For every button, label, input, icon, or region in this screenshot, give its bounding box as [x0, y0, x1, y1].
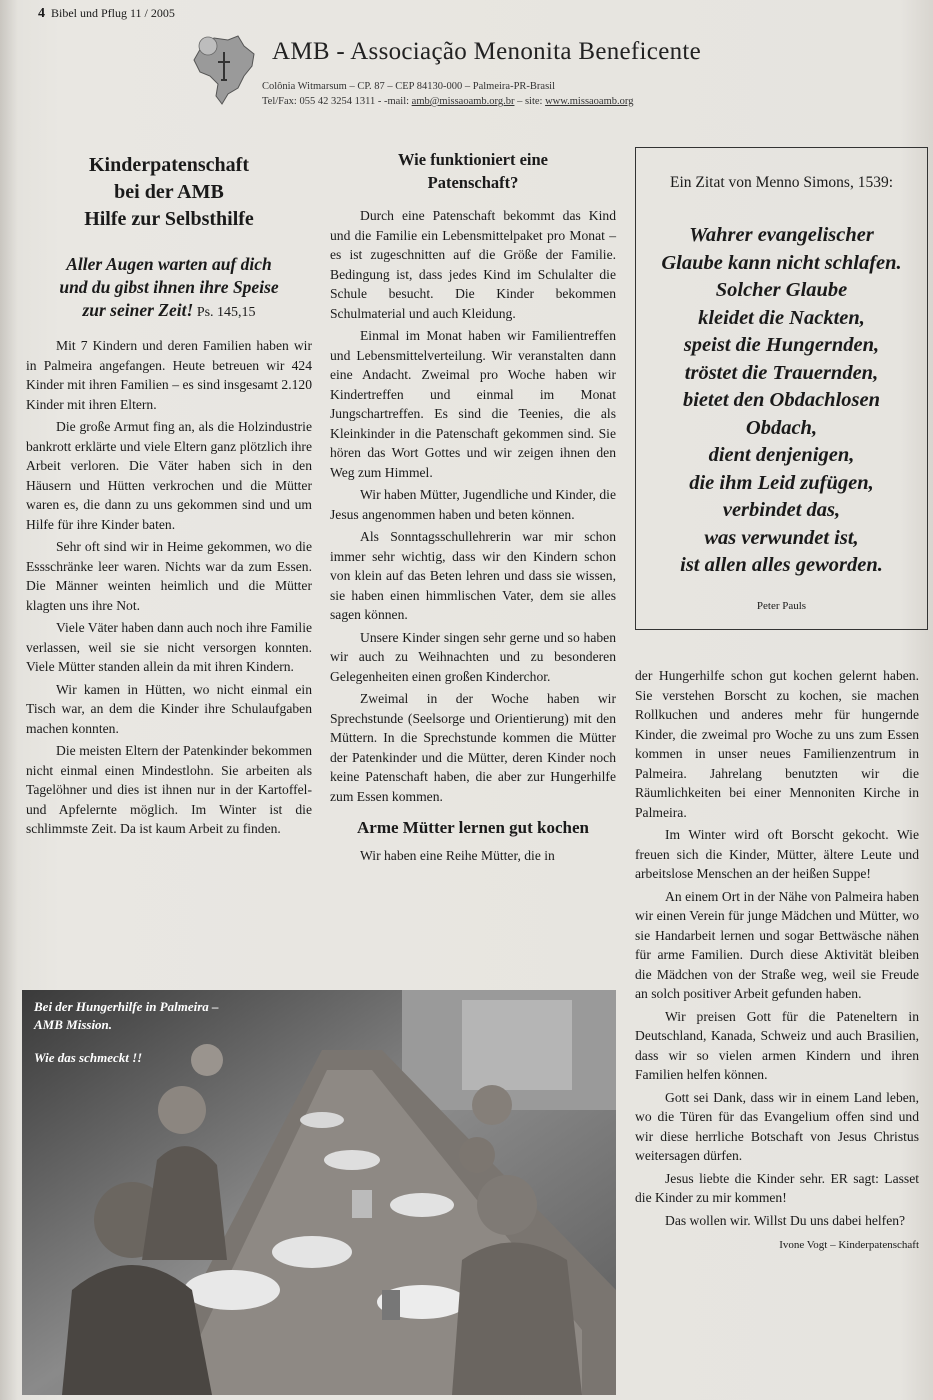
quote-line: Wahrer evangelischer [689, 224, 874, 246]
site-prefix: – site: [514, 96, 546, 107]
paragraph: Sehr oft sind wir in Heime gekommen, wo die Essschränke leer waren. Nichts war da zum Essen. Die Männer weinten heimlich und die Mütter klagten uns ihre Not. [26, 539, 312, 613]
article-column-3 [635, 666, 919, 1259]
paragraph: Jesus liebte die Kinder sehr. ER sagt: Lasset die Kinder zu mir kommen! [635, 1170, 919, 1205]
paragraph: Wir haben eine Reihe Mütter, die in [360, 848, 555, 863]
paragraph: Unsere Kinder singen sehr gerne und so haben wir auch zu Weihnachten und zu besonderen Gelegenheiten einen großen Kinderchor. [330, 629, 616, 684]
paragraph: An einem Ort in der Nähe von Palmeira haben wir einen Verein für junge Mädchen und Mütter, wo sie Handarbeit lernen und sogar Bettwäsche nähen für arme Familien. Durch diese Aktivität bleiben die Mädchen von der Straße weg, weil sie Freude an solch positiver Arbeit gefunden haben. [635, 888, 919, 1001]
article-lead-verse [26, 253, 312, 324]
running-head [38, 6, 175, 22]
article-title [26, 152, 312, 233]
quote-line: Solcher Glaube [715, 279, 848, 301]
photo-caption-secondary: Wie das schmeckt !! [34, 1050, 143, 1065]
quote-text [636, 222, 927, 580]
quote-line: bietet den Obdachlosen [682, 389, 880, 411]
quote-line: dient denjenigen, [708, 444, 855, 466]
paragraph: Im Winter wird oft Borscht gekocht. Wie freuen sich die Kinder, Mütter, ältere Leute und arbeitslose Menschen an der heißen Suppe! [635, 827, 919, 881]
quote-line: ist allen alles geworden. [680, 554, 883, 576]
paragraph: Das wollen wir. Willst Du uns dabei helfen? [665, 1212, 906, 1228]
heading-line: Wie funktioniert eine [397, 150, 549, 169]
paragraph: Gott sei Dank, dass wir in einem Land leben, wo die Türen für das Evangelium offen sind und wir diese herrliche Botschaft von Jesus Christus weitersagen dürfen. [635, 1089, 919, 1163]
quote-box [635, 147, 928, 630]
bible-reference: Ps. 145,15 [193, 305, 256, 320]
page-number: 4 [38, 6, 45, 21]
photo-caption [34, 998, 314, 1034]
paragraph: Viele Väter haben dann auch noch ihre Familie verlassen, weil sie sie nicht versorgen konnten. Viele Mütter standen allein da mit ihren Kindern. [26, 620, 312, 674]
quote-line: kleidet die Nackten, [698, 306, 865, 329]
quote-line: was verwundet ist, [704, 526, 859, 549]
quote-line: Glaube kann nicht schlafen. [661, 251, 902, 274]
email-link[interactable]: amb@missaoamb.org.br [411, 96, 515, 107]
paragraph: Wir kamen in Hütten, wo nicht einmal ein Tisch war, an dem die Kinder ihre Schulaufgaben machen konnten. [26, 681, 312, 736]
paragraph: Die meisten Eltern der Patenkinder bekommen nicht einmal einen Mindestlohn. Sie arbeiten als Tagelöhner und dies ist ihnen nur in der Kartoffel- und Apfelernte möglich. Im Winter ist die schlimmste Zeit. Da ist kaum Arbeit zu finden. [26, 743, 312, 836]
contact-phone: Tel/Fax: 055 42 3254 1311 - -mail: [262, 96, 412, 107]
paragraph: Wir preisen Gott für die Pateneltern in Deutschland, Kanada, Schweiz und auch Brasilien, dass wir so vielen armen Kindern und ihren Familien helfen können. [635, 1008, 919, 1082]
photo-children-eating [22, 990, 616, 1395]
article-column-2 [330, 148, 616, 869]
quote-line: verbindet das, [722, 499, 841, 521]
quote-line: speist die Hungernden, [683, 334, 880, 356]
organization-contact [262, 96, 633, 107]
quote-line: tröstet die Trauernden, [684, 361, 879, 384]
quote-author: Peter Pauls [756, 599, 807, 612]
quote-line: die ihm Leid zufügen, [689, 471, 874, 494]
article-column-1 [26, 152, 312, 842]
quote-line: Obdach, [745, 416, 818, 439]
author-signature: Ivone Vogt – Kinderpatenschaft [779, 1239, 919, 1251]
caption-line: Bei der Hungerhilfe in Palmeira – [34, 999, 219, 1014]
organization-address: Colônia Witmarsum – CP. 87 – CEP 84130-000 – Palmeira-PR-Brasil [262, 81, 555, 92]
paragraph: Einmal im Monat haben wir Familientreffen und Lebensmittelverteilung. Wir veranstalten dann eine Andacht. Zweimal pro Woche haben wir Kindertreffen und einmal im Monat Jungschartreffen. Es sind die Teenies, die als Kleinkinder in die Patenschaft gekommen sind. Sie hören das Wort Gottes und wir zeigen ihnen den Weg zum Himmel. [330, 328, 616, 480]
masthead [188, 30, 768, 110]
organization-name: AMB - Associação Menonita Beneficente [272, 38, 702, 65]
section-heading-kochen: Arme Mütter lernen gut kochen [357, 818, 589, 837]
article-title-line: Hilfe zur Selbsthilfe [84, 208, 254, 230]
paragraph: Wir haben Mütter, Jugendliche und Kinder, die Jesus angenommen haben und beten können. [330, 487, 616, 522]
article-title-line: bei der AMB [114, 181, 224, 203]
paragraph: der Hungerhilfe schon gut kochen gelernt haben. Sie verstehen Borscht zu kochen, sie machen Rollkuchen und anderes mehr für hungernde Kinder, die zweimal pro Woche zu uns zum Essen kommen in unser neues Familienzentrum in Palmeira. Jahrelang benutzten wir die Räumlichkeiten bei einer Mennoniten Kirche in Palmeira. [635, 668, 919, 820]
caption-line: AMB Mission. [34, 1017, 113, 1032]
paragraph: Durch eine Patenschaft bekommt das Kind und die Familie ein Lebensmittelpaket pro Monat – es ist zugeschnitten auf die Größe der Familie. Bedingung ist, dass jedes Kind im Schulalter die Schule besucht. Die Kinder bekommen Schulmaterial und auch Kleidung. [330, 208, 616, 321]
section-heading-patenschaft [330, 148, 616, 194]
brazil-map-logo-icon [188, 32, 258, 108]
lead-line: zur seiner Zeit! [82, 300, 194, 320]
journal-name: Bibel und Pflug 11 / 2005 [51, 6, 175, 20]
lead-line: Aller Augen warten auf dich [66, 254, 272, 274]
article-title-line: Kinderpatenschaft [89, 154, 249, 176]
paragraph: Zweimal in der Woche haben wir Sprechstunde (Seelsorge und Orientierung) mit den Müttern. In die Sprechstunde kommen die Mütter der Patenkinder und die Mütter, deren Kinder noch keine Patenschaft haben, die aber zur Hungerhilfe zum Essen kommen. [330, 691, 616, 804]
paragraph: Mit 7 Kindern und deren Familien haben wir in Palmeira angefangen. Heute betreuen wir 424 Kinder mit ihren Familien – es sind insgesamt 2.120 Kinder mit ihren Eltern. [26, 338, 312, 412]
paragraph: Die große Armut fing an, als die Holzindustrie bankrott erklärte und viele Eltern ganz plötzlich ihre Arbeit verloren. Die Väter haben sich in den Häusern und Hütten verkrochen und die Mütter waren es, die dann zu uns gekommen sind und um Hilfe für ihre Kinder baten. [26, 419, 312, 532]
lead-line: und du gibst ihnen ihre Speise [59, 277, 279, 297]
paragraph: Als Sonntagsschullehrerin war mir schon immer sehr wichtig, dass wir den Kindern schon von klein auf das Beten lehren und dass sie wissen, sie haben einen himmlischen Vater, dem sie alles sagen können. [330, 529, 616, 622]
heading-line: Patenschaft? [427, 173, 519, 192]
quote-intro: Ein Zitat von Menno Simons, 1539: [669, 174, 894, 191]
website-link[interactable]: www.missaoamb.org [545, 96, 634, 107]
